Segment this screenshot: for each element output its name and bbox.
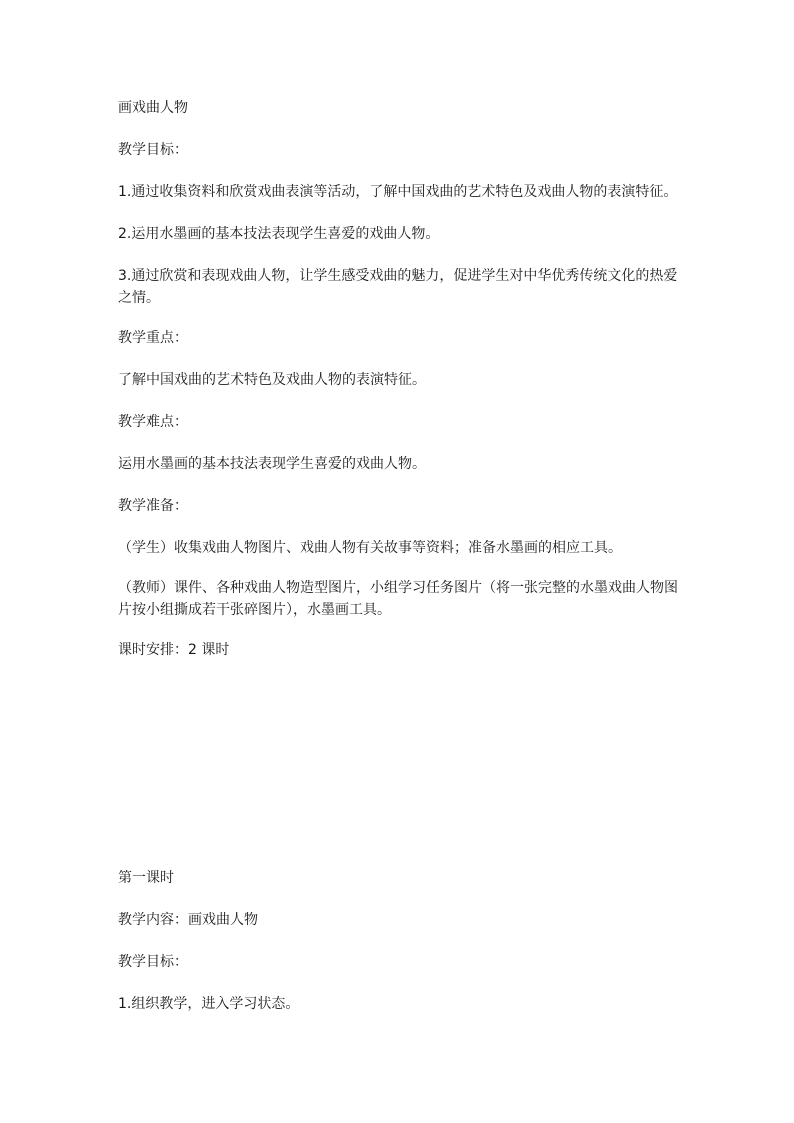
objective-item-1: 1.通过收集资料和欣赏戏曲表演等活动，了解中国戏曲的艺术特色及戏曲人物的表演特征。 bbox=[118, 184, 678, 200]
lesson1-objective-item-1: 1.组织教学，进入学习状态。 bbox=[118, 996, 300, 1012]
key-points-heading: 教学重点： bbox=[118, 330, 188, 346]
objective-item-3: 3.通过欣赏和表现戏曲人物，让学生感受戏曲的魅力，促进学生对中华优秀传统文化的热爱之情。 bbox=[118, 268, 678, 306]
lesson1-content: 教学内容：画戏曲人物 bbox=[118, 912, 258, 928]
difficulties-heading: 教学难点： bbox=[118, 414, 188, 430]
difficulties-text: 运用水墨画的基本技法表现学生喜爱的戏曲人物。 bbox=[118, 456, 426, 472]
preparation-heading: 教学准备： bbox=[118, 498, 188, 514]
schedule-text: 课时安排：2 课时 bbox=[118, 642, 230, 658]
key-points-text: 了解中国戏曲的艺术特色及戏曲人物的表演特征。 bbox=[118, 372, 426, 388]
lesson1-objectives-heading: 教学目标： bbox=[118, 954, 188, 970]
preparation-students: （学生）收集戏曲人物图片、戏曲人物有关故事等资料；准备水墨画的相应工具。 bbox=[118, 540, 622, 556]
lesson1-title: 第一课时 bbox=[118, 870, 174, 886]
objectives-heading: 教学目标： bbox=[118, 142, 188, 158]
preparation-teacher: （教师）课件、各种戏曲人物造型图片，小组学习任务图片（将一张完整的水墨戏曲人物图片按小组撕成若干张碎图片），水墨画工具。 bbox=[118, 580, 678, 618]
objective-item-2: 2.运用水墨画的基本技法表现学生喜爱的戏曲人物。 bbox=[118, 226, 440, 242]
document-title: 画戏曲人物 bbox=[118, 100, 188, 116]
